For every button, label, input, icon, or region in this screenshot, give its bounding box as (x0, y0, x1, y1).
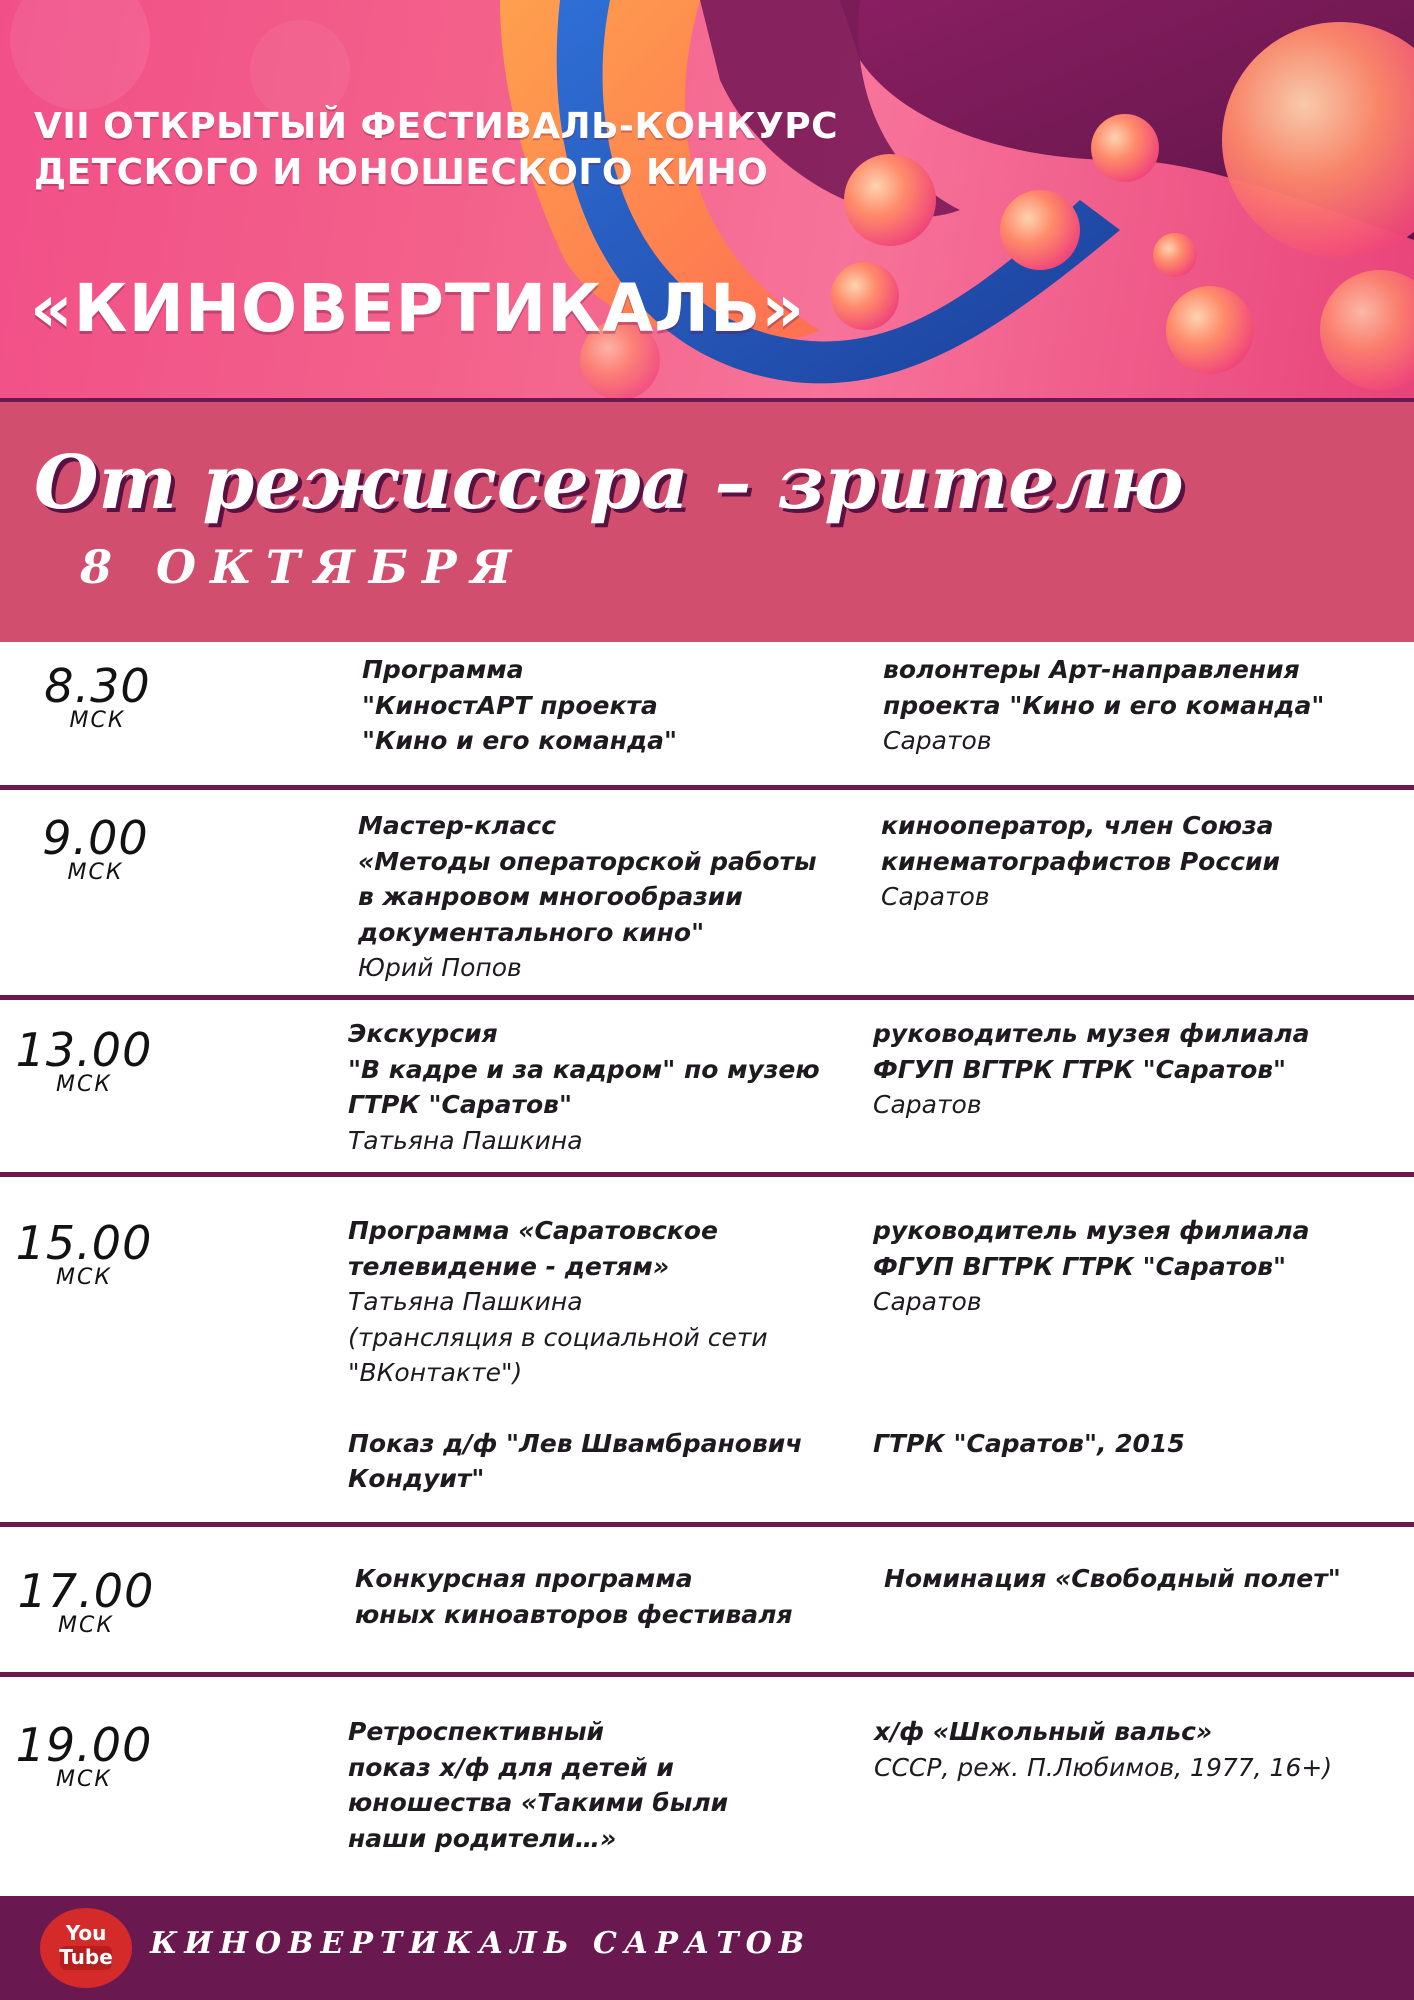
youtube-icon[interactable] (40, 1908, 132, 1988)
event-line: телевидение - детям» (348, 1251, 670, 1281)
youtube-logo-tube: Tube (59, 1945, 113, 1969)
event-line: "КиностАРТ проекта (362, 690, 658, 720)
time-value: 13.00 (15, 1023, 153, 1077)
event-description (362, 652, 677, 759)
event-presenter-info (883, 652, 1324, 759)
event-presenter: Юрий Попов (358, 953, 522, 982)
time-value: 9.00 (42, 811, 149, 865)
event-line: юношества «Такими были (348, 1788, 729, 1817)
time-slot (30, 659, 165, 733)
time-value: 15.00 (15, 1216, 153, 1270)
info-city: Саратов (881, 882, 990, 911)
info-line: волонтеры Арт-направления (883, 655, 1300, 684)
event-line: наши родители…» (348, 1823, 617, 1853)
schedule-row (0, 1677, 1414, 1896)
time-slot (12, 1718, 156, 1792)
time-zone: МСК (58, 1613, 114, 1638)
event-line: Программа «Саратовское (348, 1216, 718, 1245)
event-presenter-info (881, 808, 1280, 915)
event-presenter-info (874, 1714, 1332, 1785)
festival-name: «КИНОВЕРТИКАЛЬ» (30, 270, 805, 347)
time-zone: МСК (56, 1767, 112, 1792)
schedule-row (0, 790, 1414, 1000)
youtube-logo-you: You (65, 1921, 107, 1945)
event-note: (трансляция в социальной сети (348, 1322, 768, 1352)
event-line: Ретроспективный (348, 1717, 605, 1746)
spacer (348, 1391, 802, 1426)
festival-edition-line: VII ОТКРЫТЫЙ ФЕСТИВАЛЬ-КОНКУРС (34, 106, 839, 147)
info-line: руководитель музея филиала (873, 1216, 1310, 1245)
event-line: показ х/ф для детей и (348, 1752, 674, 1782)
time-slot (12, 1216, 156, 1290)
event-description (358, 808, 817, 986)
info-line: руководитель музея филиала (873, 1019, 1310, 1048)
info-city: Саратов (883, 726, 992, 755)
event-presenter-info (873, 1213, 1309, 1320)
schedule-row (0, 1177, 1414, 1527)
program-date: 8 ОКТЯБРЯ (80, 540, 526, 594)
screening-line: Кондуит" (348, 1464, 485, 1493)
program-title-band (0, 398, 1414, 642)
info-line: кинооператор, член Союза (881, 811, 1274, 840)
time-zone: МСК (56, 1072, 112, 1097)
info-line: х/ф «Школьный вальс» (874, 1717, 1213, 1746)
screening-info (873, 1426, 1185, 1462)
screening-line: Показ д/ф "Лев Швамбранович (348, 1428, 803, 1458)
program-title: От режиссера – зрителю (34, 440, 1184, 526)
info-line: кинематографистов России (881, 846, 1281, 876)
schedule-row (0, 1000, 1414, 1177)
schedule-row (0, 1527, 1414, 1677)
event-presenter-info (873, 1016, 1309, 1123)
info-line: Номинация «Свободный полет" (884, 1564, 1341, 1593)
festival-banner (0, 0, 1414, 398)
event-line: "Кино и его команда" (362, 726, 678, 755)
time-value: 17.00 (17, 1564, 155, 1618)
event-line: Экскурсия (348, 1019, 498, 1048)
time-zone: МСК (56, 1265, 112, 1290)
event-presenter: Татьяна Пашкина (348, 1287, 583, 1316)
event-note: "ВКонтакте") (348, 1358, 523, 1387)
screening-info-line: ГТРК "Саратов", 2015 (873, 1429, 1185, 1458)
event-line: Мастер-класс (358, 811, 557, 840)
info-details: СССР, реж. П.Любимов, 1977, 16+) (874, 1752, 1333, 1782)
channel-name-link[interactable]: КИНОВЕРТИКАЛЬ САРАТОВ (150, 1926, 812, 1961)
time-value: 19.00 (15, 1718, 153, 1772)
info-line: ФГУП ВГТРК ГТРК "Саратов" (873, 1251, 1287, 1281)
event-line: в жанровом многообразии (358, 882, 743, 911)
event-line: Конкурсная программа (355, 1564, 693, 1593)
festival-category-line: ДЕТСКОГО И ЮНОШЕСКОГО КИНО (34, 152, 769, 193)
event-description (348, 1714, 728, 1856)
event-description (348, 1016, 820, 1158)
event-line: юных киноавторов фестиваля (355, 1599, 793, 1629)
event-description (355, 1561, 793, 1632)
schedule-row (0, 638, 1414, 790)
event-line: "В кадре и за кадром" по музею (348, 1054, 820, 1084)
event-line: «Методы операторской работы (358, 846, 817, 876)
event-description (348, 1213, 802, 1497)
time-zone: МСК (69, 708, 126, 733)
info-line: проекта "Кино и его команда" (883, 690, 1325, 720)
event-line: Программа (362, 655, 524, 684)
event-line: ГТРК "Саратов" (348, 1090, 572, 1119)
time-zone: МСК (67, 860, 124, 885)
info-city: Саратов (873, 1090, 982, 1119)
time-value: 8.30 (44, 659, 151, 713)
time-slot (14, 1564, 158, 1638)
info-line: ФГУП ВГТРК ГТРК "Саратов" (873, 1054, 1287, 1084)
event-line: документального кино" (358, 917, 705, 947)
footer-bar (0, 1896, 1414, 2000)
event-presenter-info (884, 1561, 1341, 1597)
event-presenter: Татьяна Пашкина (348, 1125, 583, 1155)
time-slot (12, 1023, 156, 1097)
info-city: Саратов (873, 1287, 982, 1316)
time-slot (28, 811, 163, 885)
